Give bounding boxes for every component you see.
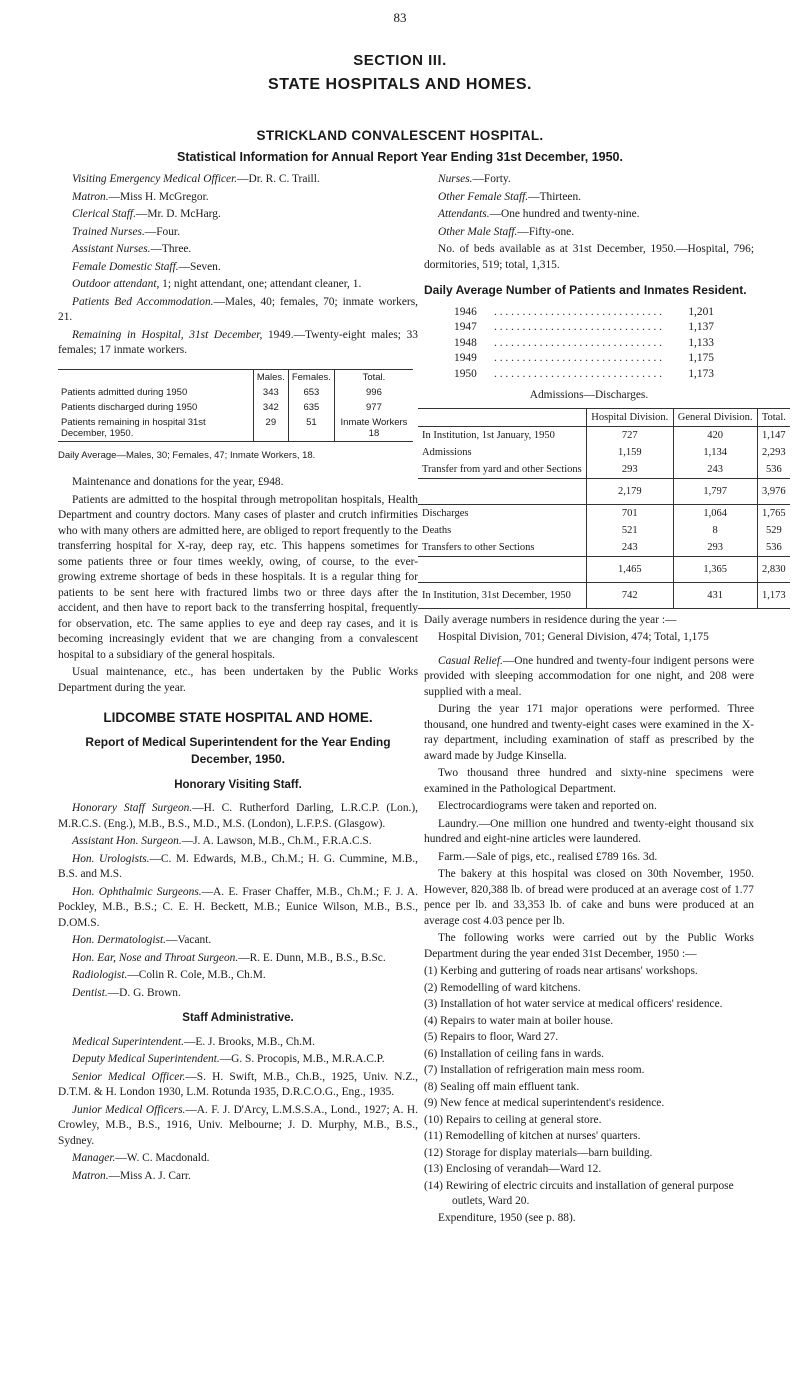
daily-average-row	[454, 320, 714, 336]
table-header-cell: Total.	[757, 408, 790, 426]
section-title: SECTION III.	[353, 52, 447, 69]
table-cell: Transfer from yard and other Sections	[422, 463, 582, 475]
honorary-entry-role: Dentist.	[72, 986, 108, 999]
staff-entry-text: 1; night attendant, one; attendant cleaner, 1.	[159, 278, 362, 290]
staff-entry-role: Trained Nurses.	[72, 225, 145, 238]
daily-year: 1949	[454, 352, 477, 364]
honorary-entry	[58, 986, 418, 1002]
admin-entry-role: Matron.	[72, 1169, 109, 1182]
dot-leader	[494, 367, 664, 383]
table-cell: 29	[253, 415, 288, 442]
paragraph: Patients are admitted to the hospital through metropolitan hospitals, Health Department and country doctors. Many cases of plaster and crutch infirmities who with many others are admitted here, are obliged to report frequently to the transferring hospital for X-ray, deep ray, etc. This happens sometimes for some patients three or four times weekly, owing, of course, to the ever-growing extreme shortage of beds in these hospitals. It is a regular thing for patients to be sent here with fractured limbs two or three days after the accident, and then have to report back to the transferring hospital, frequently for observation, etc. The same applies to eye and deep ray cases, and it is becoming increasingly evident that we are changing from a convalescent hospital to a subsidiary of the general hospitals.	[58, 493, 418, 661]
staff-entry-text: —Fifty-one.	[517, 225, 575, 238]
admin-entry	[58, 1169, 418, 1185]
table-cell	[418, 556, 587, 582]
staff-entry-role: Nurses.	[438, 173, 473, 185]
works-item: (3) Installation of hot water service at medical officers' residence.	[424, 998, 723, 1010]
table-cell: 701	[587, 504, 674, 522]
table-header-row	[418, 408, 790, 426]
table-header-cell: General Division.	[673, 408, 757, 426]
lidcombe-paragraphs	[424, 702, 754, 962]
honorary-entry-text: —Vacant.	[165, 934, 212, 946]
admin-entry	[58, 1035, 418, 1051]
staff-entry-text: —Males, 40; females, 70; inmate workers, 21.	[58, 295, 418, 323]
dot-leader	[494, 336, 664, 352]
admin-entry-role: Manager.	[72, 1152, 116, 1164]
table-cell: Discharges	[418, 504, 587, 522]
table-header-cell	[418, 408, 587, 426]
table-cell: Patients remaining in hospital 31st December, 1950.	[61, 416, 206, 439]
left-column	[58, 172, 418, 1186]
works-item: (11) Remodelling of kitchen at nurses' quarters.	[424, 1130, 641, 1142]
honorary-entry-role: Hon. Ear, Nose and Throat Surgeon.	[72, 951, 239, 964]
table-cell: 420	[673, 426, 757, 444]
admin-entry	[58, 1052, 418, 1068]
table-cell: 1,797	[673, 478, 757, 504]
staff-entry-role: Other Male Staff.	[438, 225, 518, 238]
daily-average-row	[454, 367, 714, 383]
staff-entry-role: Attendants.	[438, 208, 490, 220]
staff-entry-text: —Seven.	[178, 260, 221, 273]
table-row	[418, 582, 790, 608]
table-cell: 1,147	[757, 426, 790, 444]
table-row	[58, 400, 413, 415]
table-cell: 742	[587, 582, 674, 608]
paragraph: Laundry.—One million one hundred and twenty-eight thousand six hundred and eight-nine articles were laundered.	[424, 817, 754, 845]
honorary-entry-text: —R. E. Dunn, M.B., B.S., B.Sc.	[238, 951, 386, 964]
strickland-paragraphs	[58, 475, 418, 696]
staff-entry-text: —One hundred and twenty-nine.	[489, 208, 640, 220]
daily-year: 1948	[454, 336, 477, 349]
table-header-cell: Females.	[288, 369, 334, 385]
daily-residence-values: Hospital Division, 701; General Division, 474; Total, 1,175	[438, 631, 709, 643]
strickland-title: STRICKLAND CONVALESCENT HOSPITAL.	[256, 128, 544, 143]
honorary-entry-text: —A. E. Fraser Chaffer, M.B., Ch.M.; F. J. A. Pockley, M.B., B.S.; C. E. H. Beckett, M.B.; Eunice Wilson, M.B., B.S., D.OM.S.	[58, 885, 419, 929]
staff-entry	[58, 172, 418, 188]
admin-entry-text: —W. C. Macdonald.	[115, 1152, 210, 1164]
staff-entry	[58, 242, 418, 258]
table-cell: 635	[288, 400, 334, 415]
dot-leader	[494, 305, 664, 321]
admin-entry-text: —A. F. J. D'Arcy, L.M.S.S.A., Lond., 1927; A. H. Crowley, M.B., B.S., 1916, Univ. Melbourne; J. D. Murphy, M.B., B.S., Sydney.	[58, 1103, 418, 1147]
table-cell: 342	[253, 400, 288, 415]
beds-available: No. of beds available as at 31st December, 1950.—Hospital, 796; dormitories, 519; total, 1,315.	[424, 243, 754, 271]
staff-entry	[58, 190, 418, 206]
staff-entry-text: 1949.—Twenty-eight males; 33 females; 17 inmate workers.	[58, 328, 418, 356]
staff-entry	[58, 277, 418, 293]
table-cell: 1,765	[757, 504, 790, 522]
table-cell: 431	[673, 582, 757, 608]
table-cell: 343	[253, 385, 288, 400]
paragraph: The following works were carried out by the Public Works Department during the year ended 31st December, 1950 :—	[424, 932, 754, 960]
table-cell: 996	[334, 385, 413, 400]
table-row	[58, 385, 413, 400]
paragraph: Maintenance and donations for the year, £948.	[72, 476, 284, 488]
table-cell: 529	[757, 522, 790, 539]
lidcombe-title: LIDCOMBE STATE HOSPITAL AND HOME.	[103, 710, 373, 725]
table-cell: Admissions	[422, 446, 472, 458]
staff-entry	[424, 225, 754, 241]
staff-entry-text: —Four.	[144, 225, 180, 238]
honorary-entry-role: Radiologist.	[72, 969, 128, 981]
admin-entry-role: Junior Medical Officers.	[72, 1103, 186, 1116]
admissions-heading: Admissions—Discharges.	[529, 389, 649, 401]
table-cell: 521	[587, 522, 674, 539]
table-row	[418, 444, 790, 461]
table-row	[58, 415, 413, 442]
daily-year: 1946	[454, 305, 477, 318]
admissions-table	[418, 408, 790, 609]
table-cell: 1,465	[587, 556, 674, 582]
works-list	[424, 964, 754, 1210]
daily-value: 1,173	[688, 367, 714, 380]
table-row	[418, 478, 790, 504]
table-cell: 2,293	[757, 444, 790, 461]
staff-entry-role: Matron.	[72, 190, 109, 203]
right-column	[422, 172, 786, 1228]
table-row	[418, 556, 790, 582]
daily-average-row	[454, 351, 714, 367]
staff-entry-role: Outdoor attendant,	[72, 278, 160, 290]
honorary-entry-text: —D. G. Brown.	[107, 986, 181, 999]
works-item: (9) New fence at medical superintendent's residence.	[424, 1097, 665, 1109]
table-cell: 3,976	[757, 478, 790, 504]
honorary-entry	[58, 801, 418, 832]
admin-entry	[58, 1103, 418, 1150]
table-cell	[418, 478, 587, 504]
lidcombe-report-title: Report of Medical Superintendent for the Year Ending December, 1950.	[85, 734, 391, 766]
table-cell: Patients admitted during 1950	[61, 386, 188, 398]
daily-value: 1,175	[688, 352, 714, 364]
staff-entry-role: Female Domestic Staff.	[72, 260, 179, 273]
honorary-entry	[58, 885, 418, 932]
works-item: (13) Enclosing of verandah—Ward 12.	[424, 1163, 602, 1175]
section-subtitle: STATE HOSPITALS AND HOMES.	[268, 76, 532, 93]
paragraph: Electrocardiograms were taken and reported on.	[438, 800, 657, 812]
daily-value: 1,201	[688, 305, 714, 318]
daily-average-row	[454, 305, 714, 321]
admin-entry-text: —G. S. Procopis, M.B., M.R.A.C.P.	[219, 1053, 385, 1065]
honorary-entry-text: —C. M. Edwards, M.B., Ch.M.; H. G. Cummine, M.B., B.S. and M.S.	[58, 852, 418, 880]
table-cell: 1,159	[587, 444, 674, 461]
admin-entry-role: Medical Superintendent.	[72, 1035, 184, 1048]
table-cell: Inmate Workers 18	[334, 415, 413, 442]
staff-entry	[58, 295, 418, 326]
paragraph: During the year 171 major operations were performed. Three thousand, one hundred and twenty-eight cases were examined in the X-ray department, including examination of staff as prescribed by the award made by Judge Kinsella.	[424, 703, 754, 762]
daily-average-heading: Daily Average Number of Patients and Inmates Resident.	[424, 283, 747, 297]
honorary-entry-text: —H. C. Rutherford Darling, L.R.C.P. (Lon.), M.R.C.S. (Eng.), M.B., B.S., M.D., M.S. (London), L.F.P.S. (Glasgow).	[58, 802, 419, 830]
table-cell: 1,064	[673, 504, 757, 522]
works-item: (2) Remodelling of ward kitchens.	[424, 981, 581, 994]
honorary-entry	[58, 852, 418, 883]
paragraph: Farm.—Sale of pigs, etc., realised £789 16s. 3d.	[438, 850, 658, 863]
staff-entry-text: —Dr. R. C. Traill.	[237, 173, 320, 185]
paragraph: Usual maintenance, etc., has been undertaken by the Public Works Department during the year.	[58, 666, 418, 694]
admin-entry	[58, 1151, 418, 1167]
strickland-daily-average: Daily Average—Males, 30; Females, 47; Inmate Workers, 18.	[58, 449, 316, 461]
staff-entry-text: —Miss H. McGregor.	[108, 190, 209, 203]
honorary-entry	[58, 951, 418, 967]
daily-average-list	[424, 305, 754, 383]
staff-entry	[58, 225, 418, 241]
works-item: (5) Repairs to floor, Ward 27.	[424, 1031, 559, 1043]
works-item: (12) Storage for display materials—barn building.	[424, 1146, 653, 1159]
works-item: (7) Installation of refrigeration main mess room.	[424, 1064, 645, 1076]
table-header-cell: Total.	[334, 369, 413, 385]
honorary-entry-role: Assistant Hon. Surgeon.	[72, 835, 182, 847]
admin-entry-text: —Miss A. J. Carr.	[108, 1169, 191, 1182]
admin-entry-text: —S. H. Swift, M.B., Ch.B., 1925, Univ. N.Z., D.T.M. & H. London 1930, L.M. Rotunda 1935, D.R.C.O.G., Eng., 1935.	[58, 1070, 418, 1098]
staff-entry-role: Clerical Staff.	[72, 208, 136, 220]
paragraph: The bakery at this hospital was closed on 30th November, 1950. However, 820,388 lb. of bread were produced at an average cost of 1.77 pence per lb. and 33,353 lb. of cake and buns were produced at an average cost 4.03 pence per lb.	[424, 868, 754, 927]
table-cell: 977	[334, 400, 413, 415]
table-cell: 1,134	[673, 444, 757, 461]
table-cell: 536	[757, 461, 790, 479]
strickland-subtitle: Statistical Information for Annual Report Year Ending 31st December, 1950.	[177, 150, 623, 164]
honorary-entry-text: —Colin R. Cole, M.B., Ch.M.	[127, 969, 266, 981]
table-cell: In Institution, 31st December, 1950	[418, 582, 587, 608]
staff-entry	[424, 172, 754, 188]
honorary-entry	[58, 968, 418, 984]
table-cell: 1,365	[673, 556, 757, 582]
staff-entry	[58, 207, 418, 223]
staff-entry-role: Other Female Staff.	[438, 190, 529, 203]
table-header-row	[58, 369, 413, 385]
daily-residence: Daily average numbers in residence during the year :—	[424, 613, 677, 626]
staff-entry-role: Visiting Emergency Medical Officer.	[72, 173, 238, 185]
table-cell: Deaths	[422, 524, 452, 536]
table-cell: 293	[673, 539, 757, 557]
table-cell: 2,830	[757, 556, 790, 582]
staff-entry-role: Assistant Nurses.	[72, 243, 151, 255]
staff-admin-list	[58, 1035, 418, 1185]
staff-entry-text: —Thirteen.	[528, 190, 581, 203]
casual-relief: Casual Relief.—One hundred and twenty-four indigent persons were provided with sleeping accommodation for one night, and 208 were supplied with a meal.	[424, 654, 754, 698]
table-cell: 653	[288, 385, 334, 400]
staff-admin-heading: Staff Administrative.	[182, 1012, 294, 1024]
dot-leader	[494, 320, 664, 336]
table-cell: Patients discharged during 1950	[61, 401, 198, 413]
honorary-staff-heading: Honorary Visiting Staff.	[174, 778, 302, 791]
admin-entry	[58, 1070, 418, 1101]
honorary-entry-role: Hon. Dermatologist.	[72, 934, 166, 946]
works-item: (14) Rewiring of electric circuits and installation of general purpose outlets, Ward 20.	[424, 1179, 734, 1207]
honorary-staff-list	[58, 801, 418, 1001]
honorary-entry	[58, 933, 418, 949]
table-row	[418, 461, 790, 479]
daily-year: 1947	[454, 321, 477, 333]
table-header-cell: Males.	[253, 369, 288, 385]
staff-entry	[424, 190, 754, 206]
table-header-cell	[58, 369, 253, 385]
table-cell: 536	[757, 539, 790, 557]
honorary-entry-role: Hon. Ophthalmic Surgeons.	[72, 885, 202, 898]
table-cell: 243	[587, 539, 674, 557]
admin-entry-role: Senior Medical Officer.	[72, 1070, 186, 1083]
staff-entry	[424, 207, 754, 223]
table-cell: 727	[587, 426, 674, 444]
table-cell: 1,173	[757, 582, 790, 608]
table-row	[418, 426, 790, 444]
dot-leader	[494, 351, 664, 367]
table-cell: In Institution, 1st January, 1950	[418, 426, 587, 444]
staff-entry-role: Patients Bed Accommodation.	[72, 295, 214, 308]
honorary-entry-role: Hon. Urologists.	[72, 852, 150, 865]
table-cell: 2,179	[587, 478, 674, 504]
admin-entry-role: Deputy Medical Superintendent.	[72, 1053, 220, 1065]
staff-entry-role: Remaining in Hospital, 31st December,	[72, 328, 263, 341]
table-row	[418, 539, 790, 557]
strickland-staff-list	[58, 172, 418, 359]
honorary-entry	[58, 834, 418, 850]
works-item: (4) Repairs to water main at boiler house.	[424, 1014, 614, 1027]
table-cell: 51	[288, 415, 334, 442]
table-cell: 243	[673, 461, 757, 479]
daily-value: 1,133	[688, 336, 714, 349]
table-row	[418, 504, 790, 522]
staff-entry	[58, 260, 418, 276]
works-item: (10) Repairs to ceiling at general store.	[424, 1113, 602, 1126]
expenditure-note: Expenditure, 1950 (see p. 88).	[438, 1211, 576, 1224]
table-cell: Transfers to other Sections	[422, 541, 535, 553]
table-cell: 8	[673, 522, 757, 539]
works-item: (8) Sealing off main effluent tank.	[424, 1080, 580, 1093]
table-row	[418, 522, 790, 539]
staff-entry-text: —Three.	[150, 243, 192, 255]
honorary-entry-text: —J. A. Lawson, M.B., Ch.M., F.R.A.C.S.	[181, 835, 372, 847]
admin-entry-text: —E. J. Brooks, M.B., Ch.M.	[183, 1035, 315, 1048]
daily-year: 1950	[454, 367, 477, 380]
works-item: (1) Kerbing and guttering of roads near artisans' workshops.	[424, 965, 698, 977]
daily-value: 1,137	[688, 321, 714, 333]
table-cell: 293	[587, 461, 674, 479]
page-number: 83	[393, 10, 407, 25]
works-item: (6) Installation of ceiling fans in wards.	[424, 1047, 604, 1060]
honorary-entry-role: Honorary Staff Surgeon.	[72, 802, 193, 814]
paragraph: Two thousand three hundred and sixty-nine specimens were examined in the Pathological Department.	[424, 767, 754, 795]
table-header-cell: Hospital Division.	[587, 408, 674, 426]
strickland-patients-table	[58, 369, 413, 442]
staff-entry-text: —Forty.	[472, 173, 511, 185]
lidcombe-staff-list	[424, 172, 754, 240]
staff-entry	[58, 328, 418, 359]
daily-average-row	[454, 336, 714, 352]
staff-entry-text: —Mr. D. McHarg.	[135, 208, 221, 220]
